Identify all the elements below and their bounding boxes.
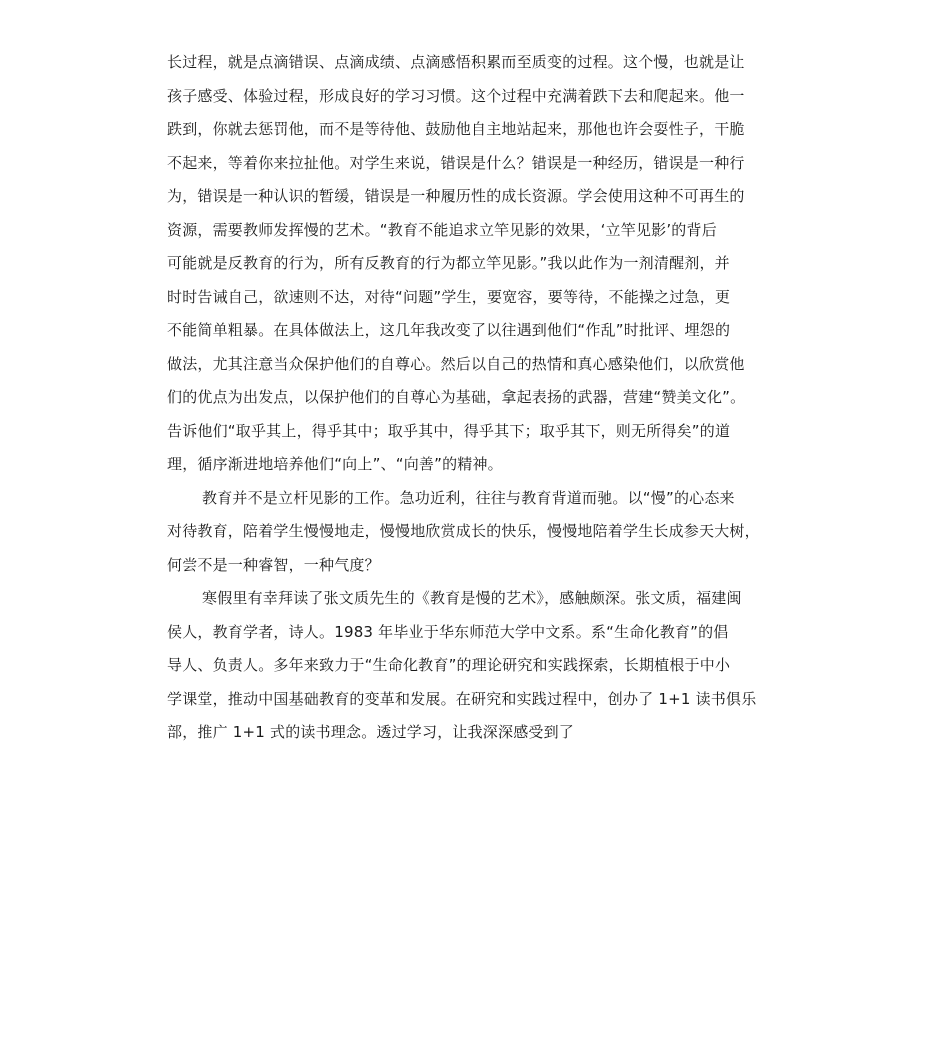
text-line: 何尝不是一种睿智，一种气度？: [167, 555, 380, 574]
text-line: 教育并不是立杆见影的工作。急功近利，往往与教育背道而驰。以“慢”的心态来: [202, 488, 735, 507]
text-line: 不能简单粗暴。在具体做法上，这几年我改变了以往遇到他们“作乱”时批评、埋怨的: [167, 321, 731, 339]
text-line: 不起来，等着你来拉扯他。对学生来说，错误是什么？错误是一种经历，错误是一种行: [167, 153, 745, 172]
text-line: 告诉他们“取乎其上，得乎其中；取乎其中，得乎其下；取乎其下，则无所得矣”的道: [167, 421, 731, 440]
text-line: 可能就是反教育的行为，所有反教育的行为都立竿见影。”我以此作为一剂清醒剂，并: [167, 254, 730, 272]
text-line: 对待教育，陪着学生慢慢地走，慢慢地欣赏成长的快乐，慢慢地陪着学生长成参天大树，: [167, 522, 760, 540]
text-line: 理，循序渐进地培养他们“向上”、“向善”的精神。: [167, 455, 503, 473]
text-line: 们的优点为出发点，以保护他们的自尊心为基础，拿起表扬的武器，营建“赞美文化”。: [167, 388, 746, 406]
text-line: 资源，需要教师发挥慢的艺术。“教育不能追求立竿见影的效果，‘立竿见影’的背后: [167, 220, 717, 239]
text-line: 长过程，就是点滴错误、点滴成绩、点滴感悟积累而至质变的过程。这个慢，也就是让: [167, 53, 745, 71]
text-line: 学课堂，推动中国基础教育的变革和发展。在研究和实践过程中，创办了 1+1 读书俱乐: [167, 689, 757, 708]
paragraph-3: [167, 582, 807, 750]
text-line: 跌到，你就去惩罚他，而不是等待他、鼓励他自主地站起来，那他也许会耍性子，干脆: [167, 120, 745, 138]
text-line: 侯人，教育学者，诗人。1983 年毕业于华东师范大学中文系。系“生命化教育”的倡: [167, 622, 729, 641]
text-line: 部，推广 1+1 式的读书理念。透过学习，让我深深感受到了: [167, 723, 574, 741]
text-line: 为，错误是一种认识的暂缓，错误是一种履历性的成长资源。学会使用这种不可再生的: [167, 187, 745, 205]
text-line: 导人、负责人。多年来致力于“生命化教育”的理论研究和实践探索，长期植根于中小: [167, 656, 731, 674]
text-line: 孩子感受、体验过程，形成良好的学习习惯。这个过程中充满着跌下去和爬起来。他一: [167, 86, 745, 105]
text-line: 寒假里有幸拜读了张文质先生的《教育是慢的艺术》，感触颇深。张文质，福建闽: [202, 589, 742, 607]
paragraph-2: [167, 482, 807, 583]
text-line: 做法，尤其注意当众保护他们的自尊心。然后以自己的热情和真心感染他们，以欣赏他: [167, 354, 745, 373]
text-line: 时时告诫自己，欲速则不达，对待“问题”学生，要宽容，要等待，不能操之过急，更: [167, 287, 731, 306]
document-body: [167, 46, 807, 750]
paragraph-1: [167, 46, 807, 482]
